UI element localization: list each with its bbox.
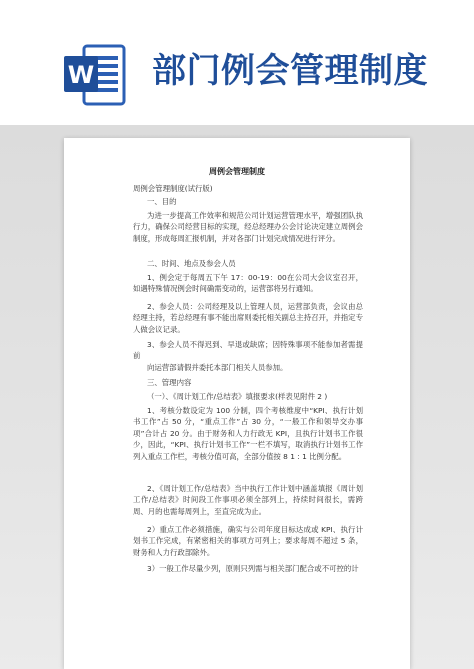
section-heading: 三、管理内容: [147, 378, 192, 387]
paragraph: 2）重点工作必须措施，确实与公司年度目标达成或 KPI、执行计划书工作完成，有紧密相关的事项方可列上；要求每周不超过 5 条，财务和人力行政部除外。: [133, 525, 363, 557]
paragraph: 2、《周计划工作/总结表》当中执行工作计划中涵盖填报《周计划工作/总结表》时间段工作事项必须全部列上，持续时间很长，需跨周、月的也需每周列上，至直完成为止。: [133, 484, 363, 516]
svg-text:W: W: [67, 61, 95, 89]
paragraph: 向运营部请假并委托本部门相关人员参加。: [147, 363, 288, 372]
document-page: [64, 138, 410, 669]
page-title: 部门例会管理制度: [152, 51, 428, 91]
document-title: 周例会管理制度: [209, 167, 265, 176]
subsection-heading: （一）、《周计划工作/总结表》填报要求(样表见附件 2 ): [147, 392, 328, 401]
word-document-icon: [62, 42, 128, 108]
paragraph: 1、考核分数设定为 100 分制，四个考核维度中“KPI、执行计划书工作”占 50 分，“重点工作”占 30 分，“一般工作和领导交办事项”合计占 20 分。由于财务和人力行政无 KPI，且执行计划书工作很少，因此，“KPI、执行计划书工作”一栏不填写，取消执行计划书工作列入重点工作栏，考核分值可高，全部分值按 8 1 : 1 比例分配。: [133, 406, 363, 461]
section-heading: 二、时间、地点及参会人员: [147, 259, 236, 268]
paragraph: 3、参会人员不得迟到、早退或缺席；因特殊事项不能参加者需提前: [133, 340, 363, 361]
paragraph: 1、例会定于每周五下午 17：00-19：00在公司大会议室召开，如遇特殊情况例会时间确需变动的，运营部将另行通知。: [133, 273, 363, 294]
doc-subtitle: 周例会管理制度(试行版): [133, 184, 213, 193]
paragraph: 为进一步提高工作效率和规范公司计划运营管理水平，增强团队执行力，确保公司经营目标的实现，经总经理办公会讨论决定建立周例会制度，形成每周汇报机制，并对各部门计划完成情况进行评分。: [133, 211, 363, 243]
paragraph: 2、参会人员：公司经理及以上管理人员，运营部负责，会议由总经理主持，若总经理有事不能出席则委托相关副总主持召开，并指定专人做会议记录。: [133, 302, 363, 334]
header-bar: [0, 0, 474, 125]
section-heading: 一、目的: [147, 197, 177, 206]
paragraph: 3）一般工作尽量少列，原则只列需与相关部门配合或不可控的计: [147, 564, 359, 573]
